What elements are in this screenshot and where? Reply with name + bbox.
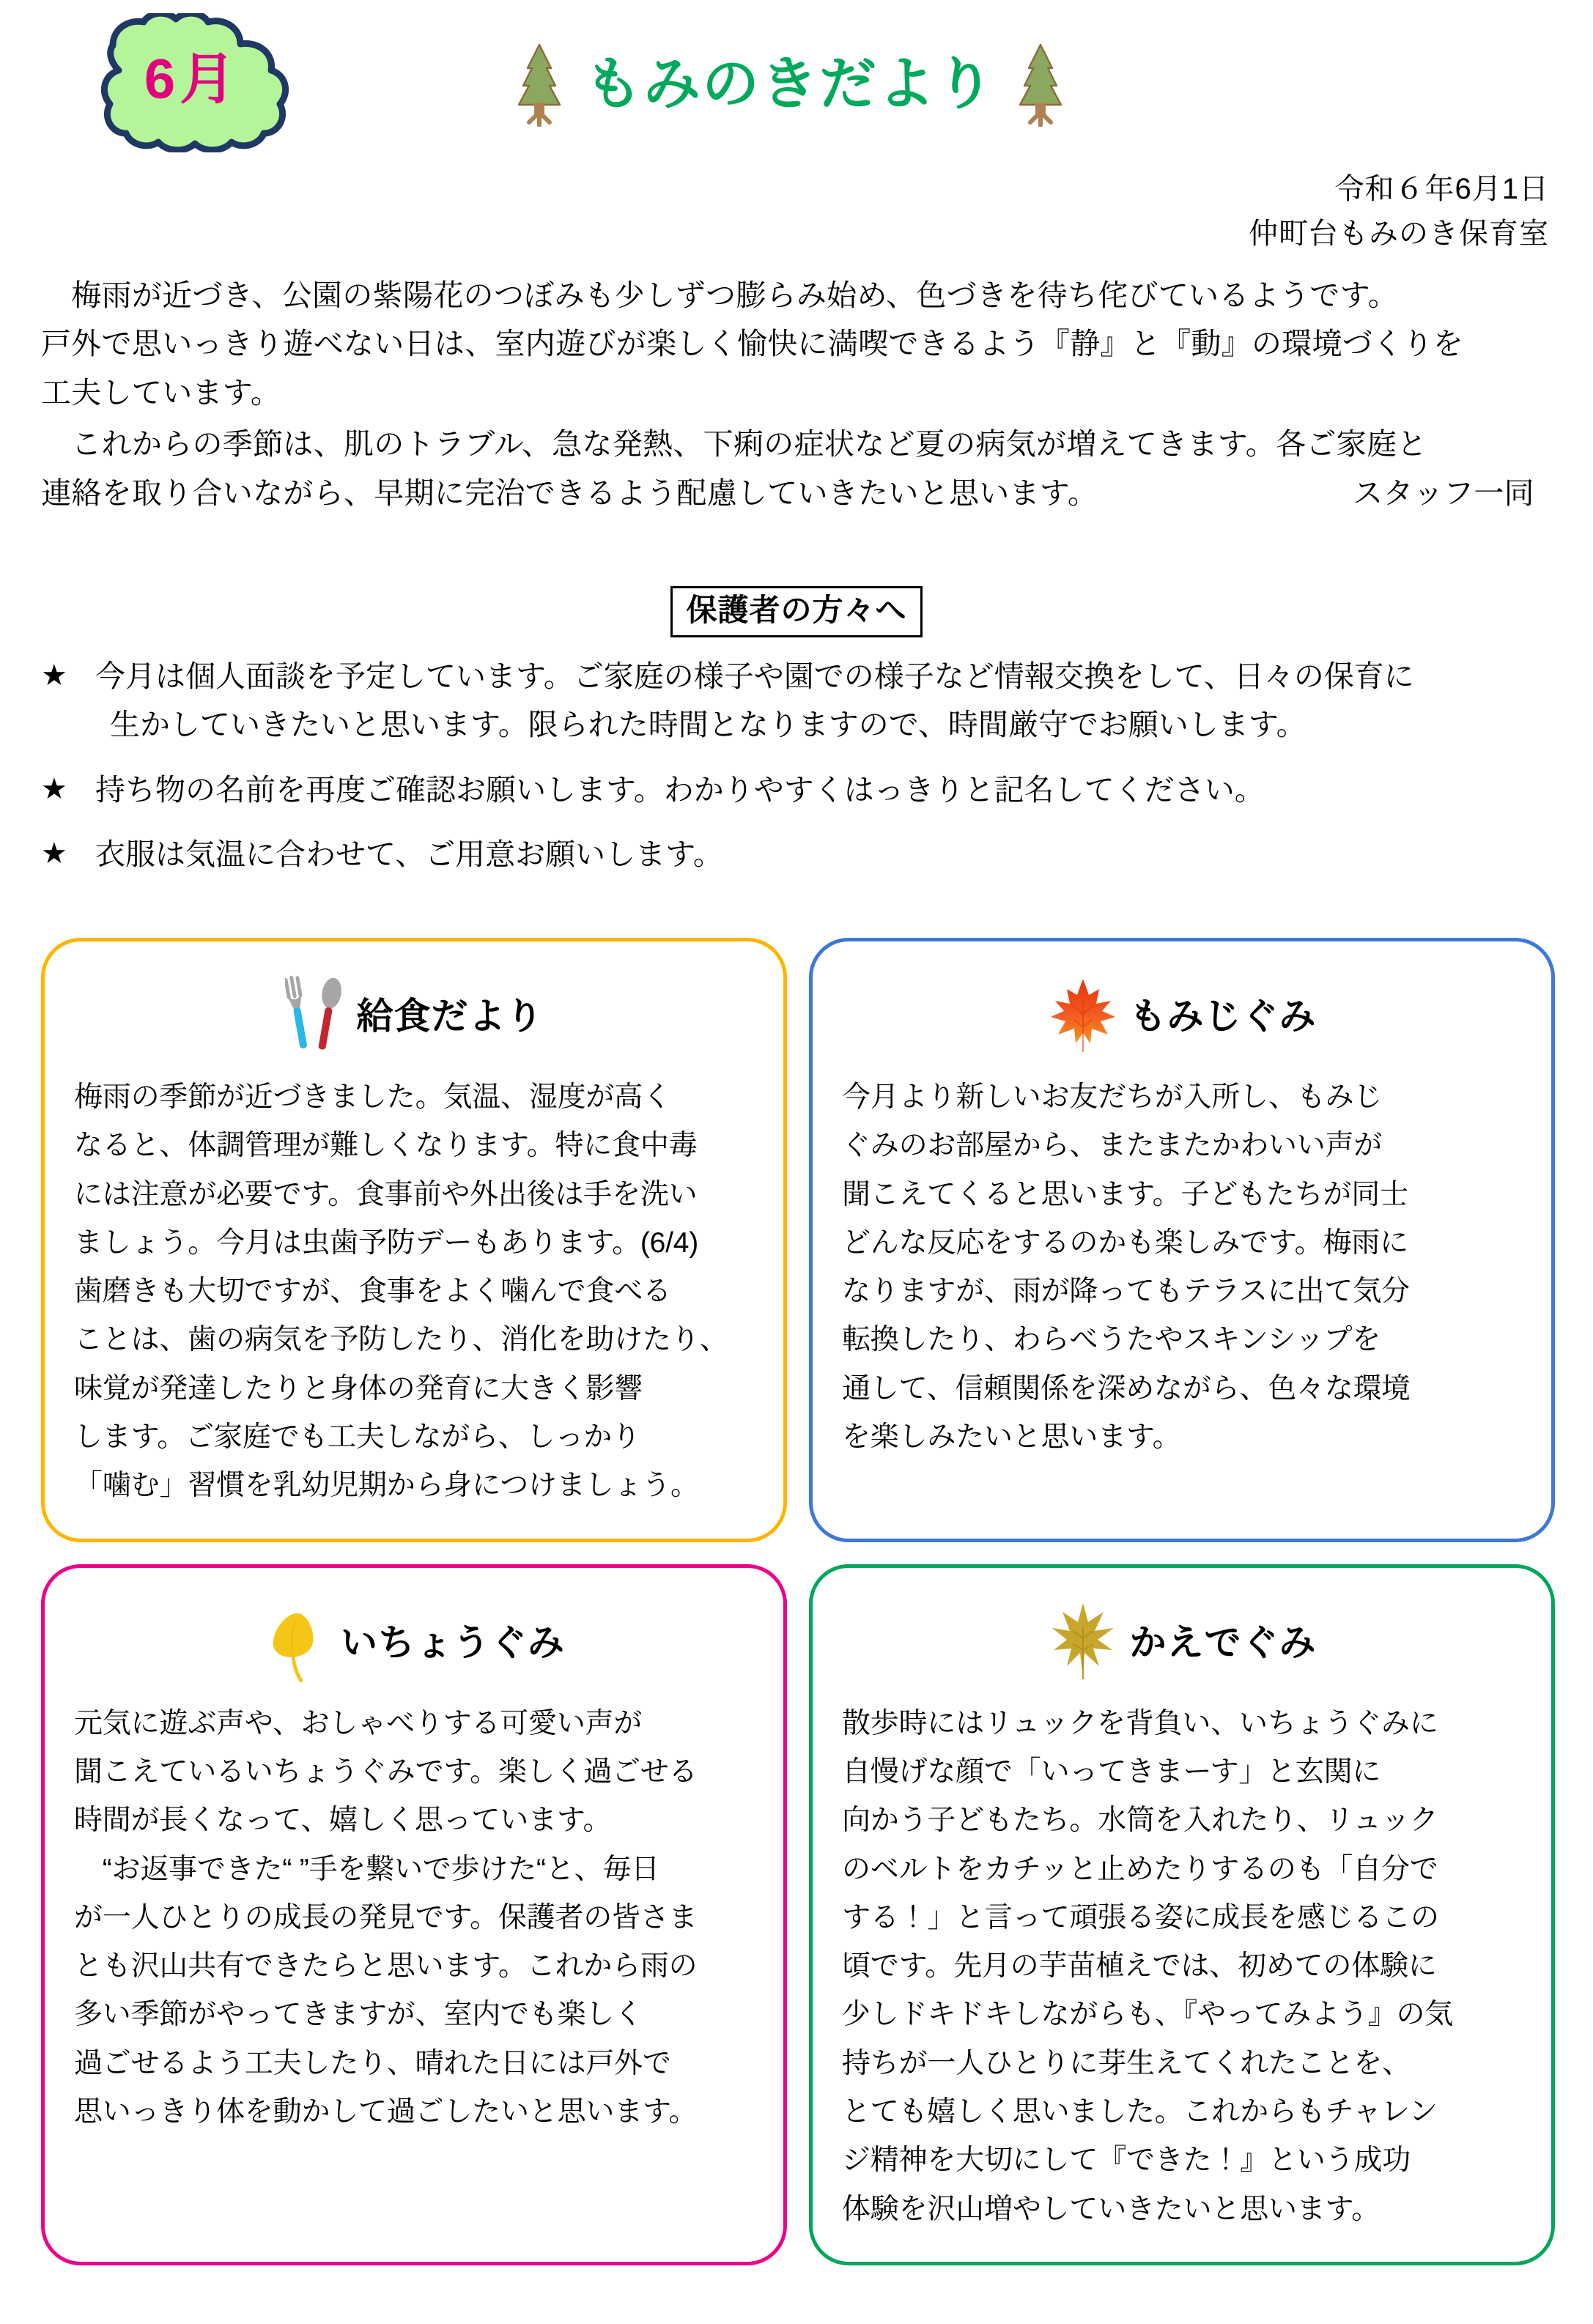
intro-paragraph-2 xyxy=(41,420,1551,517)
maple-leaf-icon xyxy=(1048,976,1118,1056)
intro-p2-line2: 連絡を取り合いながら、早期に完治できるよう配慮していきたいと思います。 xyxy=(41,475,1098,510)
list-item xyxy=(41,766,1558,814)
fir-tree-icon xyxy=(1014,40,1067,127)
card-kyushoku xyxy=(41,938,787,1542)
card-kaede xyxy=(809,1564,1555,2265)
card-line: 自慢げな顔で「いってきまーす」と玄関に xyxy=(842,1755,1381,1788)
fir-tree-icon xyxy=(513,40,566,127)
card-title: いちょうぐみ xyxy=(341,1621,565,1663)
kaede-leaf-icon xyxy=(1048,1602,1118,1684)
intro-text xyxy=(41,271,1551,520)
card-line: します。ご家庭でも工夫しながら、しっかり xyxy=(74,1421,640,1454)
card-line: 通して、信頼関係を深めながら、色々な環境 xyxy=(842,1372,1411,1405)
card-line: 多い季節がやってきますが、室内でも楽しく xyxy=(74,1999,643,2031)
intro-p1-line2: 戸外で思いっきり遊べない日は、室内遊びが楽しく愉快に満喫できるよう『静』と『動』の環境づくりを xyxy=(41,327,1464,361)
list-item xyxy=(41,830,1558,878)
card-line: 過ごせるよう工夫したり、晴れた日には戸外で xyxy=(74,2047,671,2079)
star-icon: ★ xyxy=(41,837,67,870)
card-line: “お返事できた“ ”手を繋いで歩けた“と、毎日 xyxy=(74,1853,659,1885)
card-header xyxy=(74,1599,754,1687)
card-body xyxy=(842,1700,1522,2234)
issue-date: 令和６年6月1日 xyxy=(1334,173,1549,205)
intro-paragraph-1 xyxy=(41,271,1551,417)
card-line: ジ精神を大切にして『できた！』という成功 xyxy=(842,2144,1411,2177)
month-badge xyxy=(45,13,339,152)
card-line: 少しドキドキしながらも、『やってみよう』の気 xyxy=(842,1999,1454,2031)
card-line: 頃です。先月の芋苗植えでは、初めての体験に xyxy=(842,1950,1437,1983)
star-icon: ★ xyxy=(41,659,67,692)
intro-p2-line1: これからの季節は、肌のトラブル、急な発熱、下痢の症状など夏の病気が増えてきます。各ご家庭と xyxy=(41,427,1427,462)
card-line: なると、体調管理が難しくなります。特に食中毒 xyxy=(74,1130,698,1162)
ginkgo-leaf-icon xyxy=(263,1602,329,1684)
card-line: ましょう。今月は虫歯予防デーもあります。(6/4) xyxy=(74,1226,699,1259)
star-icon: ★ xyxy=(41,772,67,805)
month-label: 6月 xyxy=(144,48,240,111)
card-line: なりますが、雨が降ってもテラスに出て気分 xyxy=(842,1276,1410,1308)
card-line: 梅雨の季節が近づきました。気温、湿度が高く xyxy=(74,1081,671,1113)
card-line: 歯磨きも大切ですが、食事をよく噛んで食べる xyxy=(74,1276,671,1308)
class-cards-grid xyxy=(41,938,1555,2265)
parents-heading xyxy=(0,586,1593,637)
card-line: 持ちが一人ひとりに芽生えてくれたことを、 xyxy=(842,2047,1411,2079)
intro-p1-line3: 工夫しています。 xyxy=(41,375,281,410)
card-title: 給食だより xyxy=(356,996,544,1037)
card-line: ぐみのお部屋から、またまたかわいい声が xyxy=(842,1130,1383,1162)
card-body xyxy=(74,1073,754,1511)
card-icho xyxy=(41,1564,787,2265)
bullet-1-line2: 生かしていきたいと思います。限られた時間となりますので、時間厳守でお願いします。 xyxy=(110,708,1306,742)
card-body xyxy=(842,1073,1522,1462)
organization-name: 仲町台もみのき保育室 xyxy=(1249,217,1549,250)
card-line: 散歩時にはリュックを背負い、いちょうぐみに xyxy=(842,1707,1438,1739)
parents-bullet-list xyxy=(41,652,1558,895)
fork-and-spoon-icon xyxy=(285,974,345,1059)
title-group xyxy=(513,40,1067,127)
list-item xyxy=(41,652,1558,750)
parents-heading-label: 保護者の方々へ xyxy=(670,586,922,637)
card-line: する！」と言って頑張る姿に成長を感じるこの xyxy=(842,1901,1439,1933)
list-item-text xyxy=(95,830,1558,878)
card-header xyxy=(74,972,754,1060)
card-header xyxy=(842,1599,1522,1687)
card-line: 聞こえてくると思います。子どもたちが同士 xyxy=(842,1178,1408,1210)
bullet-1-line1: 今月は個人面談を予定しています。ご家庭の様子や園での様子など情報交換をして、日々の保育に xyxy=(95,659,1414,693)
bullet-2-line1: 持ち物の名前を再度ご確認お願いします。わかりやすくはっきりと記名してください。 xyxy=(95,772,1265,807)
card-line: 体験を沢山増やしていきたいと思います。 xyxy=(842,2193,1381,2225)
card-header xyxy=(842,972,1522,1060)
page-header xyxy=(0,0,1593,183)
card-title: かえでぐみ xyxy=(1129,1621,1317,1663)
card-line: 味覚が発達したりと身体の発育に大きく影響 xyxy=(74,1372,643,1405)
card-line: のベルトをカチッと止めたりするのも「自分で xyxy=(842,1853,1438,1885)
card-line: とも沢山共有できたらと思います。これから雨の xyxy=(74,1950,698,1983)
card-line: どんな反応をするのかも楽しみです。梅雨に xyxy=(842,1226,1408,1259)
page-title: もみのきだより xyxy=(585,51,996,116)
card-body xyxy=(74,1700,754,2137)
card-line: を楽しみたいと思います。 xyxy=(842,1421,1181,1454)
card-line: ことは、歯の病気を予防したり、消化を助けたり、 xyxy=(74,1324,728,1356)
card-line: 思いっきり体を動かして過ごしたいと思います。 xyxy=(74,2096,698,2128)
card-line: には注意が必要です。食事前や外出後は手を洗い xyxy=(74,1178,698,1210)
card-line: 聞こえているいちょうぐみです。楽しく過ごせる xyxy=(74,1755,698,1788)
card-line: とても嬉しく思いました。これからもチャレン xyxy=(842,2096,1438,2128)
card-line: 元気に遊ぶ声や、おしゃべりする可愛い声が xyxy=(74,1707,643,1739)
date-block xyxy=(1249,167,1549,256)
card-line: 時間が長くなって、嬉しく思っています。 xyxy=(74,1805,612,1837)
card-line: 転換したり、わらべうたやスキンシップを xyxy=(842,1324,1381,1356)
card-momiji xyxy=(809,938,1555,1542)
card-line: 向かう子どもたち。水筒を入れたり、リュック xyxy=(842,1805,1438,1837)
list-item-text xyxy=(95,766,1558,814)
list-item-text xyxy=(95,652,1558,750)
card-title: もみじぐみ xyxy=(1129,996,1317,1037)
staff-signature: スタッフ一同 xyxy=(1353,475,1534,510)
card-line: 今月より新しいお友だちが入所し、もみじ xyxy=(842,1081,1383,1113)
card-line: 「噛む」習慣を乳幼児期から身につけましょう。 xyxy=(74,1470,699,1502)
intro-p1-line1: 梅雨が近づき、公園の紫陽花のつぼみも少しずつ膨らみ始め、色づきを待ち侘びているようです。 xyxy=(41,278,1398,312)
card-line: が一人ひとりの成長の発見です。保護者の皆さま xyxy=(74,1901,698,1933)
bullet-3-line1: 衣服は気温に合わせて、ご用意お願いします。 xyxy=(95,837,723,872)
